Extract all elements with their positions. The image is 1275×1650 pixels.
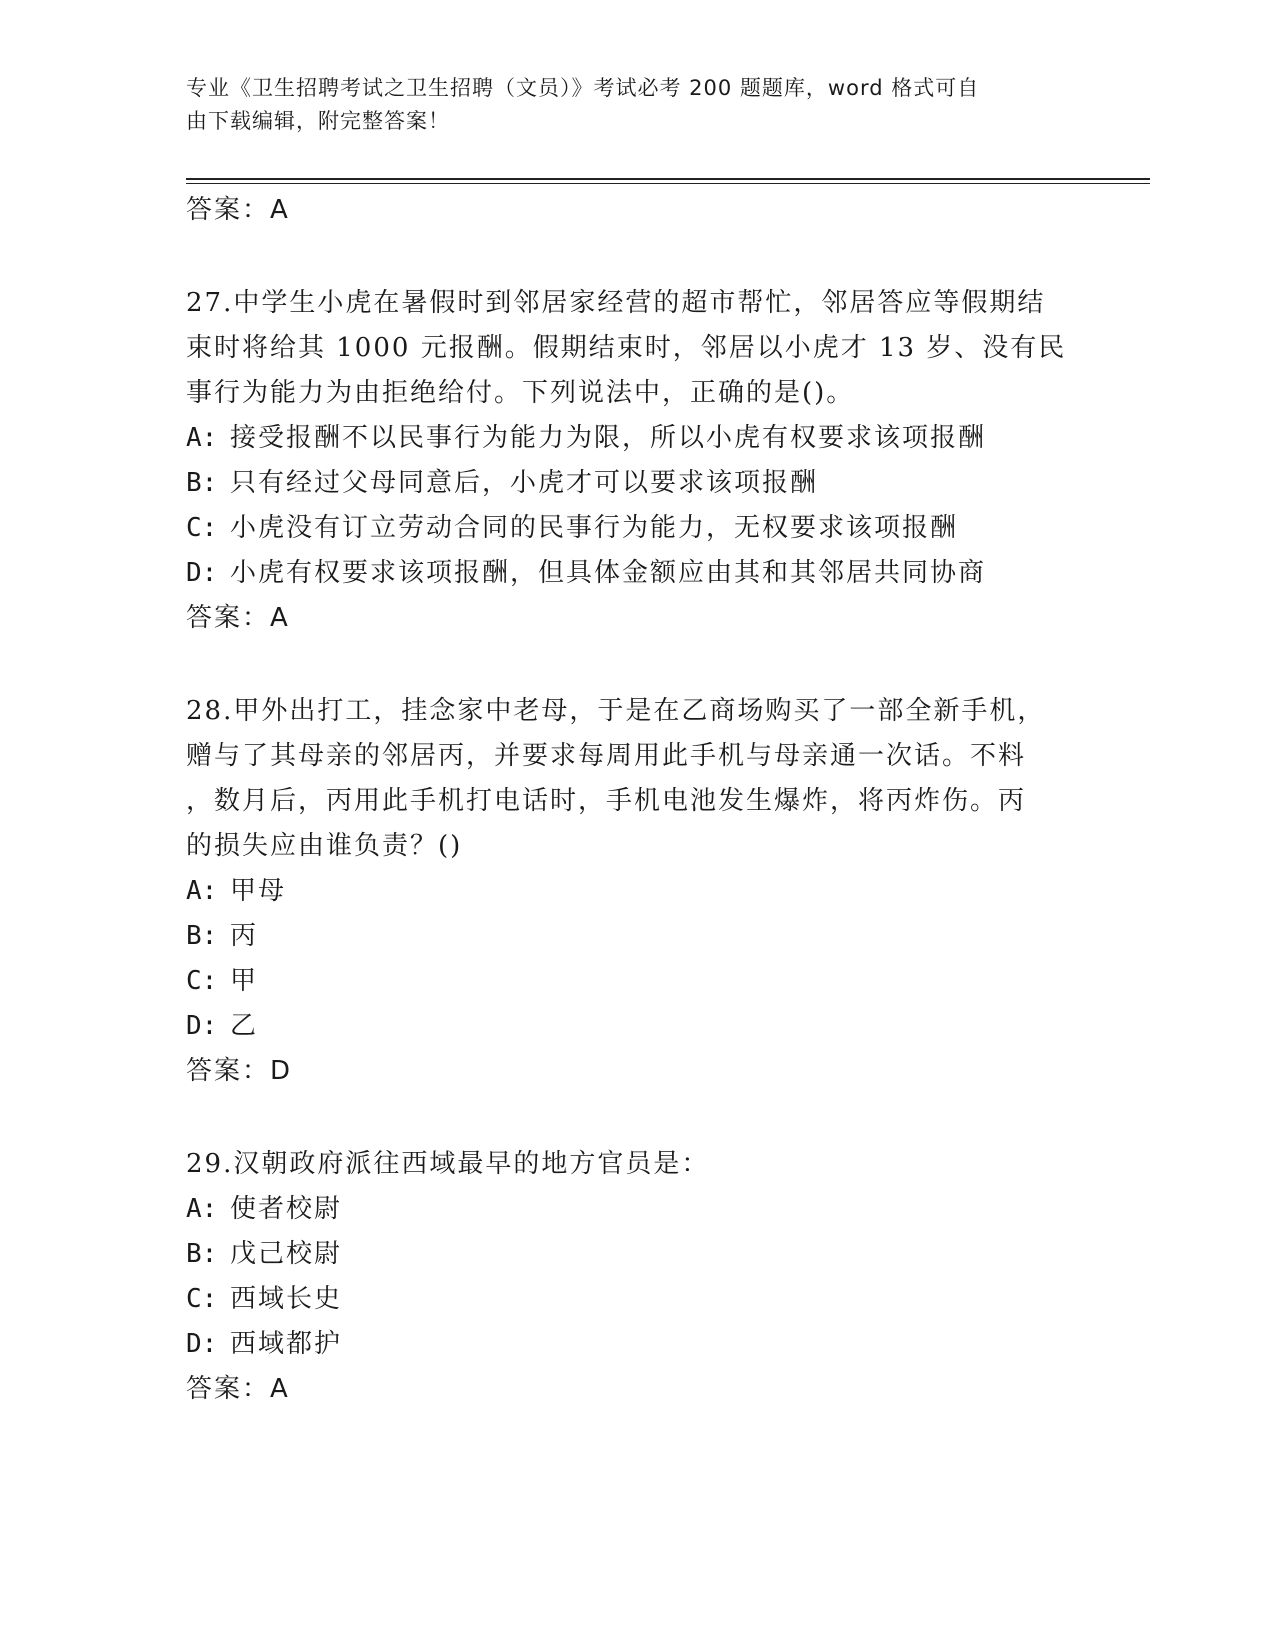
option-text: 甲母 xyxy=(230,876,287,906)
question-text-line: 27.中学生小虎在暑假时到邻居家经营的超市帮忙，邻居答应等假期结 xyxy=(186,288,1046,318)
option-d xyxy=(186,551,1086,596)
question-27 xyxy=(186,281,1086,641)
option-text: 西域都护 xyxy=(230,1329,343,1359)
question-text-line: 赠与了其母亲的邻居丙，并要求每周用此手机与母亲通一次话。不料 xyxy=(186,741,1027,771)
option-text: 小虎有权要求该项报酬，但具体金额应由其和其邻居共同协商 xyxy=(230,558,987,588)
question-text-line: ，数月后，丙用此手机打电话时，手机电池发生爆炸，将丙炸伤。丙 xyxy=(186,786,1027,816)
question-29 xyxy=(186,1142,1086,1412)
option-text: 使者校尉 xyxy=(230,1194,343,1224)
option-c xyxy=(186,506,1086,551)
option-text: 戊己校尉 xyxy=(230,1239,343,1269)
option-text: 丙 xyxy=(230,921,259,951)
question-text-line: 29.汉朝政府派往西域最早的地方官员是： xyxy=(186,1149,710,1179)
header-divider-thin xyxy=(186,183,1150,184)
option-text: 乙 xyxy=(230,1011,259,1041)
header-line-2: 由下载编辑，附完整答案！ xyxy=(186,109,450,133)
spacer xyxy=(186,233,1086,281)
option-key: C: xyxy=(186,1284,218,1314)
option-key: C: xyxy=(186,513,218,543)
option-text: 接受报酬不以民事行为能力为限，所以小虎有权要求该项报酬 xyxy=(230,423,987,453)
spacer xyxy=(186,1094,1086,1142)
question-text-line: 的损失应由谁负责？() xyxy=(186,831,463,861)
header-divider xyxy=(186,178,1150,180)
option-b xyxy=(186,1232,1086,1277)
option-key: D: xyxy=(186,1011,218,1041)
answer-line: 答案：A xyxy=(186,603,290,633)
option-d xyxy=(186,1322,1086,1367)
option-b xyxy=(186,914,1086,959)
option-a xyxy=(186,1187,1086,1232)
spacer xyxy=(186,641,1086,689)
question-text-line: 束时将给其 1000 元报酬。假期结束时，邻居以小虎才 13 岁、没有民 xyxy=(186,333,1067,363)
option-c xyxy=(186,959,1086,1004)
option-text: 甲 xyxy=(230,966,259,996)
option-key: D: xyxy=(186,558,218,588)
document-header xyxy=(186,72,1066,138)
option-key: B: xyxy=(186,921,218,951)
option-b xyxy=(186,461,1086,506)
option-key: A: xyxy=(186,1194,218,1224)
header-line-1: 专业《卫生招聘考试之卫生招聘（文员）》考试必考 200 题题库，word 格式可自 xyxy=(186,76,980,100)
option-key: C: xyxy=(186,966,218,996)
option-key: B: xyxy=(186,1239,218,1269)
option-key: B: xyxy=(186,468,218,498)
option-d xyxy=(186,1004,1086,1049)
option-key: A: xyxy=(186,876,218,906)
question-28 xyxy=(186,689,1086,1094)
option-a xyxy=(186,416,1086,461)
option-a xyxy=(186,869,1086,914)
question-text-line: 28.甲外出打工，挂念家中老母，于是在乙商场购买了一部全新手机， xyxy=(186,696,1046,726)
option-key: D: xyxy=(186,1329,218,1359)
answer-previous: 答案：A xyxy=(186,195,290,225)
option-text: 只有经过父母同意后，小虎才可以要求该项报酬 xyxy=(230,468,819,498)
answer-line: 答案：A xyxy=(186,1374,290,1404)
option-c xyxy=(186,1277,1086,1322)
document-body xyxy=(186,188,1086,1412)
option-key: A: xyxy=(186,423,218,453)
option-text: 小虎没有订立劳动合同的民事行为能力，无权要求该项报酬 xyxy=(230,513,959,543)
answer-line: 答案：D xyxy=(186,1056,293,1086)
option-text: 西域长史 xyxy=(230,1284,343,1314)
question-text-line: 事行为能力为由拒绝给付。下列说法中，正确的是()。 xyxy=(186,378,855,408)
